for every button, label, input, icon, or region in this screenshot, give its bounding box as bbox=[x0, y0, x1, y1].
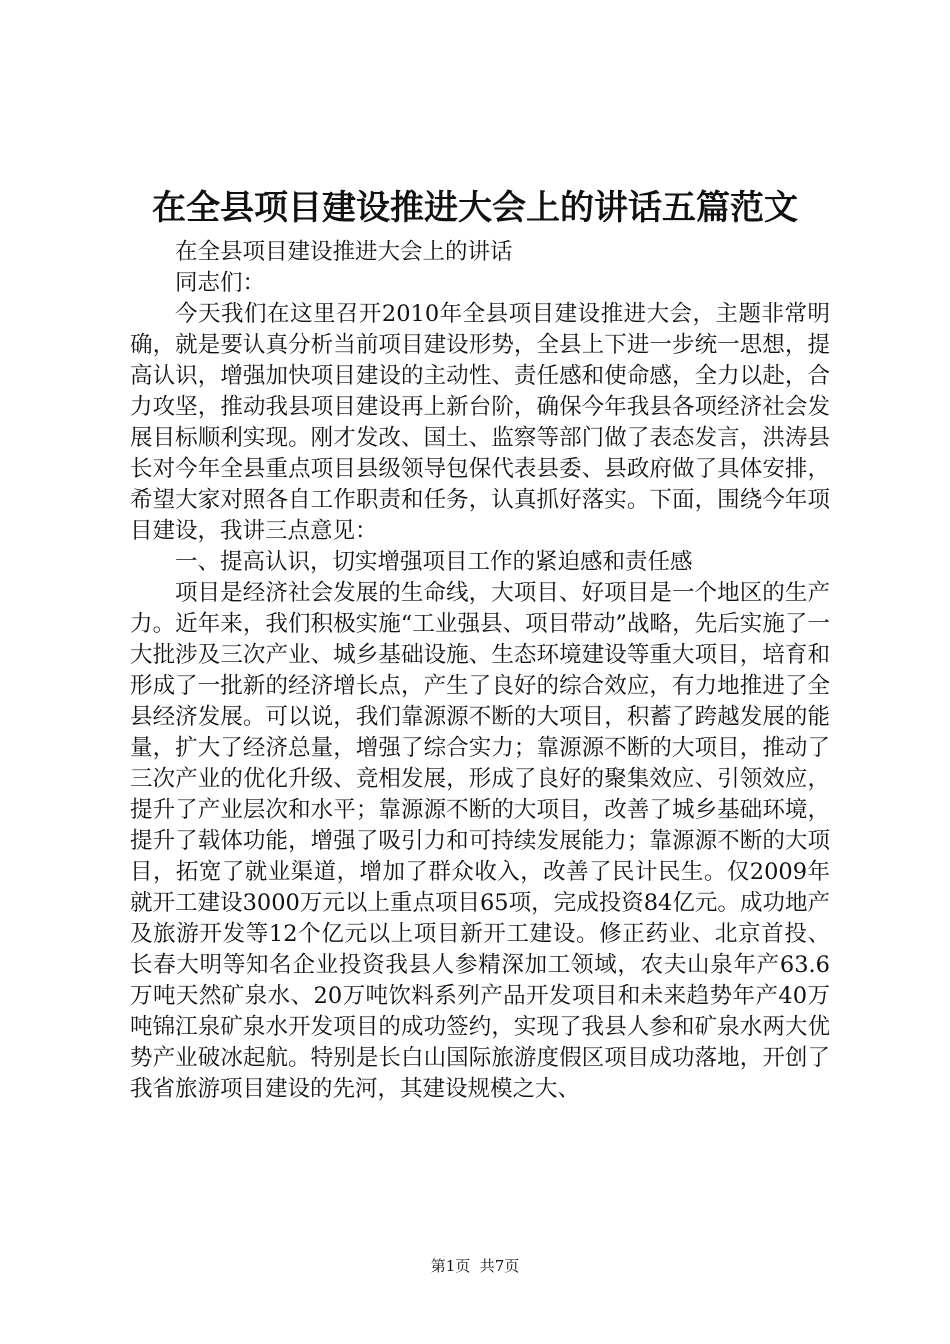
salutation: 同志们： bbox=[175, 270, 266, 296]
section-heading: 一、提高认识，切实增强项目工作的紧迫感和责任感 bbox=[175, 549, 693, 575]
body-paragraph: 项目是经济社会发展的生命线，大项目、好项目是一个地区的生产力。近年来，我们积极实施“工业强县、项目带动”战略，先后实施了一大批涉及三次产业、城乡基础设施、生态环境建设等重大项目，培育和形成了一批新的经济增长点，产生了良好的综合效应，有力地推进了全县经济发展。可以说，我们靠源源不断的大项目，积蓄了跨越发展的能量，扩大了经济总量，增强了综合实力；靠源源不断的大项目，推动了三次产业的优化升级、竞相发展，形成了良好的聚集效应、引领效应，提升了产业层次和水平；靠源源不断的大项目，改善了城乡基础环境，提升了载体功能，增强了吸引力和可持续发展能力；靠源源不断的大项目，拓宽了就业渠道，增加了群众收入，改善了民计民生。仅2009年就开工建设3000万元以上重点项目65项，完成投资84亿元。成功地产及旅游开发等12个亿元以上项目新开工建设。修正药业、北京首投、长春大明等知名企业投资我县人参精深加工领域，农夫山泉年产63.6万吨天然矿泉水、20万吨饮料系列产品开发项目和未来趋势年产40万吨锦江泉矿泉水开发项目的成功签约，实现了我县人参和矿泉水两大优势产业破冰起航。特别是长白山国际旅游度假区项目成功落地，开创了我省旅游项目建设的先河，其建设规模之大、 bbox=[130, 580, 830, 1102]
page-number: 第1页 共7页 bbox=[430, 1257, 520, 1275]
body-paragraph: 今天我们在这里召开2010年全县项目建设推进大会，主题非常明确，就是要认真分析当前项目建设形势，全县上下进一步统一思想，提高认识，增强加快项目建设的主动性、责任感和使命感，全力以赴，合力攻坚，推动我县项目建设再上新台阶，确保今年我县各项经济社会发展目标顺利实现。刚才发改、国土、监察等部门做了表态发言，洪涛县长对今年全县重点项目县级领导包保代表县委、县政府做了具体安排，希望大家对照各自工作职责和任务，认真抓好落实。下面，围绕今年项目建设，我讲三点意见： bbox=[130, 301, 830, 544]
speech-heading: 在全县项目建设推进大会上的讲话 bbox=[175, 239, 513, 265]
document-body bbox=[130, 237, 830, 1105]
document-title: 在全县项目建设推进大会上的讲话五篇范文 bbox=[152, 188, 798, 228]
